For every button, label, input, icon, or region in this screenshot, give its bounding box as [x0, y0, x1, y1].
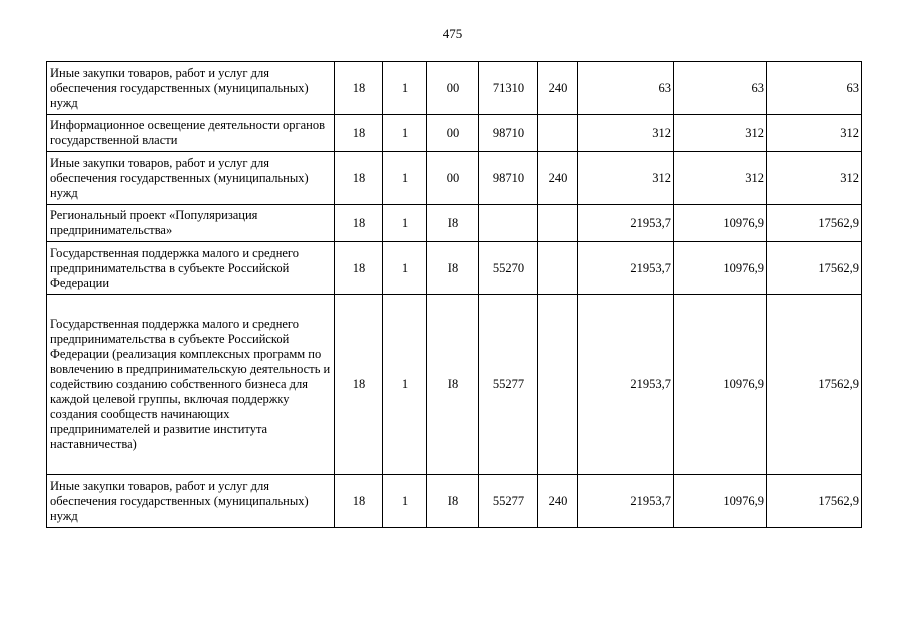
- row-code-5: [538, 115, 578, 152]
- row-value-3: 312: [767, 152, 862, 205]
- table-row: [47, 242, 862, 295]
- row-value-1: 312: [578, 115, 674, 152]
- row-value-1: 312: [578, 152, 674, 205]
- budget-table: [46, 61, 862, 528]
- row-name: Информационное освещение деятельности органов государственной власти: [47, 115, 335, 152]
- row-code-2: 1: [383, 475, 427, 528]
- row-code-5: [538, 205, 578, 242]
- row-name: Иные закупки товаров, работ и услуг для обеспечения государственных (муниципальных) нужд: [47, 475, 335, 528]
- row-code-3: 00: [427, 62, 479, 115]
- row-code-2: 1: [383, 205, 427, 242]
- row-code-4: [479, 205, 538, 242]
- row-value-1: 21953,7: [578, 205, 674, 242]
- row-value-3: 63: [767, 62, 862, 115]
- row-code-5: 240: [538, 475, 578, 528]
- row-name: Государственная поддержка малого и среднего предпринимательства в субъекте Российской Федерации: [47, 242, 335, 295]
- row-code-3: I8: [427, 242, 479, 295]
- row-value-3: 17562,9: [767, 475, 862, 528]
- row-code-3: I8: [427, 475, 479, 528]
- row-code-4: 71310: [479, 62, 538, 115]
- row-value-2: 10976,9: [674, 242, 767, 295]
- row-code-1: 18: [335, 475, 383, 528]
- row-code-2: 1: [383, 242, 427, 295]
- row-value-3: 17562,9: [767, 205, 862, 242]
- row-value-1: 21953,7: [578, 242, 674, 295]
- row-code-1: 18: [335, 152, 383, 205]
- table-row: [47, 62, 862, 115]
- row-name: Государственная поддержка малого и среднего предпринимательства в субъекте Российской Федерации (реализация комплексных программ по вовлечению в предпринимательскую деятельность и содействию созданию собственного бизнеса для каждой целевой группы, включая поддержку создания сообществ начинающих предпринимателей и развитие института наставничества): [47, 295, 335, 475]
- table-row: [47, 115, 862, 152]
- row-code-5: 240: [538, 62, 578, 115]
- row-code-5: [538, 242, 578, 295]
- row-name: Иные закупки товаров, работ и услуг для обеспечения государственных (муниципальных) нужд: [47, 62, 335, 115]
- row-code-3: 00: [427, 152, 479, 205]
- row-code-3: 00: [427, 115, 479, 152]
- row-name: Региональный проект «Популяризация предпринимательства»: [47, 205, 335, 242]
- row-value-2: 10976,9: [674, 295, 767, 475]
- row-value-1: 63: [578, 62, 674, 115]
- row-code-1: 18: [335, 295, 383, 475]
- table-row: [47, 205, 862, 242]
- row-value-3: 17562,9: [767, 295, 862, 475]
- row-code-4: 98710: [479, 152, 538, 205]
- row-value-1: 21953,7: [578, 295, 674, 475]
- row-code-3: I8: [427, 295, 479, 475]
- row-code-5: [538, 295, 578, 475]
- table-row: [47, 475, 862, 528]
- row-code-2: 1: [383, 152, 427, 205]
- row-value-2: 10976,9: [674, 475, 767, 528]
- row-value-2: 63: [674, 62, 767, 115]
- row-value-3: 17562,9: [767, 242, 862, 295]
- row-code-2: 1: [383, 62, 427, 115]
- row-code-5: 240: [538, 152, 578, 205]
- row-value-3: 312: [767, 115, 862, 152]
- row-value-1: 21953,7: [578, 475, 674, 528]
- row-code-2: 1: [383, 295, 427, 475]
- row-code-4: 55270: [479, 242, 538, 295]
- row-code-4: 98710: [479, 115, 538, 152]
- row-value-2: 312: [674, 115, 767, 152]
- row-code-4: 55277: [479, 475, 538, 528]
- row-value-2: 312: [674, 152, 767, 205]
- row-value-2: 10976,9: [674, 205, 767, 242]
- row-code-1: 18: [335, 205, 383, 242]
- row-name: Иные закупки товаров, работ и услуг для обеспечения государственных (муниципальных) нужд: [47, 152, 335, 205]
- row-code-2: 1: [383, 115, 427, 152]
- row-code-1: 18: [335, 62, 383, 115]
- row-code-3: I8: [427, 205, 479, 242]
- row-code-4: 55277: [479, 295, 538, 475]
- table-row: [47, 295, 862, 475]
- table-row: [47, 152, 862, 205]
- page-number: 475: [442, 26, 463, 41]
- row-code-1: 18: [335, 115, 383, 152]
- row-code-1: 18: [335, 242, 383, 295]
